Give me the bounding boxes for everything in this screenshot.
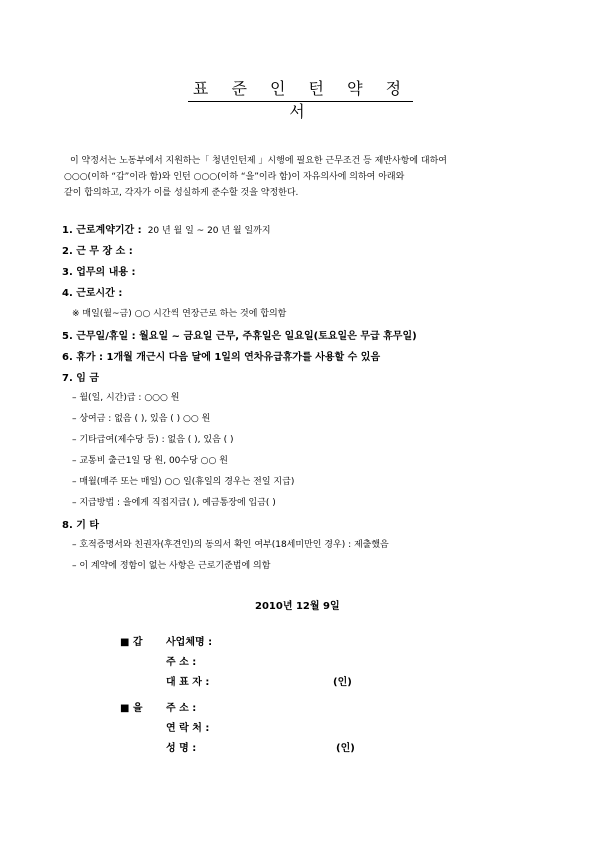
party-b-name-label: 성 명 : — [166, 743, 197, 754]
item-leave: 6. 휴가 : 1개월 개근시 다음 달에 1일의 연차유급휴가를 사용할 수 있음 — [62, 352, 381, 363]
party-a-address-label: 주 소 : — [166, 657, 197, 668]
wage-line-1: – 월(일, 시간)급 : ○○○ 원 — [72, 393, 180, 403]
intro-line-1: 이 약정서는 노동부에서 지원하는「 청년인턴제 」시행에 필요한 근무조건 등 제반사항에 대하여 — [70, 156, 447, 166]
item-other: 8. 기 타 — [62, 520, 100, 531]
intro-line-3: 같이 합의하고, 각자가 이를 성실하게 준수할 것을 약정한다. — [64, 188, 299, 198]
contract-period-label: 1. 근로계약기간 : — [62, 225, 142, 236]
other-line-1: – 호적증명서와 친권자(후견인)의 동의서 확인 여부(18세미만인 경우) : 제출했음 — [72, 540, 389, 550]
item-duties: 3. 업무의 내용 : — [62, 267, 136, 278]
wage-line-6: – 지급방법 : 을에게 직접지급( ), 예금통장에 입금( ) — [72, 498, 276, 508]
item-wage: 7. 임 금 — [62, 373, 100, 384]
party-a-bullet: ■ 갑 — [120, 637, 143, 648]
item-work-hours: 4. 근로시간 : — [62, 288, 123, 299]
contract-period-value: 20 년 월 일 ~ 20 년 월 일까지 — [147, 226, 271, 236]
party-b-address-label: 주 소 : — [166, 703, 197, 714]
work-hours-note: ※ 매일(월~금) ○○ 시간씩 연장근로 하는 것에 합의함 — [72, 309, 287, 319]
intro-line-2: ○○○(이하 “갑”이라 함)와 인턴 ○○○(이하 “을”이라 함)이 자유의사에 의하여 아래와 — [64, 172, 405, 182]
party-b-contact-label: 연 락 처 : — [166, 723, 210, 734]
party-a-seal-mark: (인) — [333, 677, 352, 688]
wage-line-4: – 교통비 출근1일 당 원, 00수당 ○○ 원 — [72, 456, 228, 466]
contract-date: 2010년 12월 9일 — [255, 601, 340, 612]
party-b-bullet: ■ 을 — [120, 703, 143, 714]
wage-line-3: – 기타급여(제수당 등) : 없음 ( ), 있음 ( ) — [72, 435, 234, 445]
document-title: 표 준 인 턴 약 정 서 — [192, 79, 411, 121]
title-underline — [188, 101, 413, 102]
wage-line-2: – 상여금 : 없음 ( ), 있음 ( ) ○○ 원 — [72, 414, 211, 424]
party-b-seal-mark: (인) — [336, 743, 355, 754]
party-a-company-label: 사업체명 : — [166, 637, 213, 648]
wage-line-5: – 매월(매주 또는 매일) ○○ 일(휴일의 경우는 전일 지급) — [72, 477, 295, 487]
party-a-rep-label: 대 표 자 : — [166, 677, 210, 688]
intro-paragraph — [64, 153, 550, 201]
item-workplace: 2. 근 무 장 소 : — [62, 246, 133, 257]
item-workdays: 5. 근무일/휴일 : 월요일 ~ 금요일 근무, 주휴일은 일요일(토요일은 무급 휴무일) — [62, 331, 417, 342]
other-line-2: – 이 계약에 정함이 없는 사항은 근로기준법에 의함 — [72, 561, 271, 571]
item-contract-period — [62, 221, 271, 236]
